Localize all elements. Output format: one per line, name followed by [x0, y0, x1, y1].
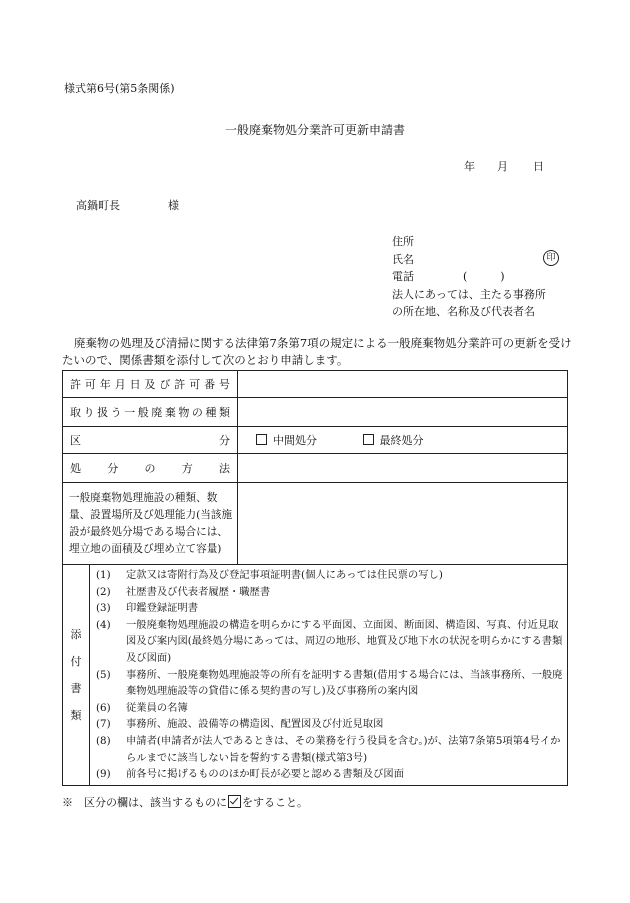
applicant-name-label: 氏名 [392, 252, 414, 266]
attachments-list [90, 565, 568, 786]
attachments-label: 添 付 書 類 [63, 565, 90, 786]
option-intermediate-label: 中間処分 [273, 434, 317, 447]
attachment-item: (7) 事務所、施設、設備等の構造図、配置図及び付近見取図 [96, 718, 384, 731]
intro-paragraph: 廃棄物の処理及び清掃に関する法律第7条第7項の規定による一般廃棄物処分業許可の更新を受けたいので、関係書類を添付して次のとおり申請します。 [62, 336, 572, 367]
facility-value-cell[interactable] [238, 483, 568, 565]
row-label-method: 処分の方法 [63, 454, 238, 483]
footnote-suffix: をすること。 [242, 796, 308, 809]
attachment-item: (2) 社歴書及び代表者履歴・職歴書 [96, 585, 271, 598]
date-day-label: 日 [533, 160, 544, 173]
checkbox-icon[interactable] [256, 434, 267, 445]
waste-type-value-cell[interactable] [238, 398, 568, 427]
attachment-item: (9) 前各号に掲げるもののほか町長が必要と認める書類及び図面 [96, 768, 405, 781]
attachment-item: (4) 一般廃棄物処理施設の構造を明らかにする平面図、立面図、断面図、構造図、写真、付近見取図及び案内図(最終処分場にあっては、周辺の地形、地質及び地下水の状況を明らかにする書類及び図面) [96, 618, 563, 664]
attachment-item: (8) 申請者(申請者が法人であるときは、その業務を行う役員を含む。)が、法第7条第5項第4号イからルまでに該当しない旨を誓約する書類(様式第3号) [96, 734, 561, 764]
checkbox-intermediate[interactable] [256, 434, 317, 447]
form-number: 様式第6号(第5条関係) [64, 82, 175, 95]
row-label-waste-type: 取り扱う一般廃棄物の種類 [63, 398, 238, 427]
attachment-item: (5) 事務所、一般廃棄物処理施設等の所有を証明する書類(借用する場合には、当該事務所、一般廃棄物処理施設等の貸借に係る契約書の写し)及び事務所の案内図 [96, 668, 563, 698]
option-final-label: 最終処分 [379, 434, 424, 447]
applicant-address-label: 住所 [392, 235, 414, 248]
date-month-label: 月 [497, 160, 508, 173]
attachment-item: (1) 定款又は寄附行為及び登記事項証明書(個人にあっては住民票の写し) [96, 569, 443, 581]
category-options [238, 427, 568, 454]
document-title: 一般廃棄物処分業許可更新申請書 [224, 123, 405, 137]
permit-value-cell[interactable] [238, 371, 568, 398]
row-label-facility: 一般廃棄物処理施設の種類、数量、設置場所及び処理能力(当該施設が最終処分場である場合には、埋立地の面積及び埋め立て容量) [63, 483, 238, 565]
seal-mark: 印 [543, 250, 559, 266]
application-table [62, 370, 568, 786]
addressee-honorific: 様 [168, 199, 179, 212]
checkbox-icon[interactable] [363, 434, 374, 445]
checkmark-box-icon [228, 795, 241, 808]
footnote [62, 794, 308, 810]
date-year-label: 年 [464, 160, 475, 173]
method-value-cell[interactable] [238, 454, 568, 483]
applicant-corp-note-2: の所在地、名称及び代表者名 [392, 305, 535, 318]
row-label-category: 区分 [63, 427, 238, 454]
attachment-item: (3) 印鑑登録証明書 [96, 602, 199, 615]
row-label-permit: 許可年月日及び許可番号 [63, 371, 238, 398]
applicant-phone-label: 電話 [392, 270, 414, 283]
checkbox-final[interactable] [363, 434, 424, 447]
applicant-corp-note-1: 法人にあっては、主たる事務所 [392, 287, 546, 301]
phone-paren: ( ) [463, 270, 505, 283]
attachment-item: (6) 従業員の名簿 [96, 701, 188, 714]
footnote-prefix: ※ 区分の欄は、該当するものに [62, 796, 227, 809]
addressee-name: 高鍋町長 [76, 199, 120, 212]
